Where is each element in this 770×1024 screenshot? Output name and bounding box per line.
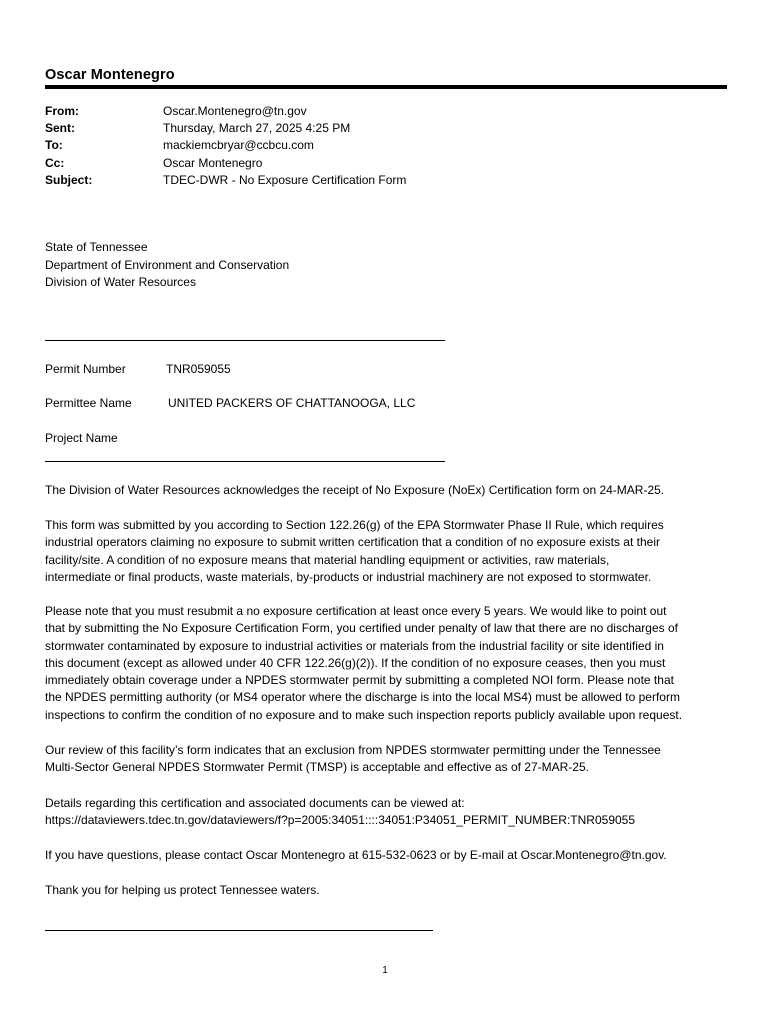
text-line: immediately obtain coverage under a NPDES stormwater permit by submitting a completed NOI form. Please note that: [45, 673, 674, 688]
agency-state: State of Tennessee: [45, 240, 148, 254]
text-line: If you have questions, please contact Oscar Montenegro at 615-532-0623 or by E-mail at Oscar.Montenegro@tn.gov.: [45, 848, 667, 862]
header-from: [45, 103, 685, 120]
text-line: industrial operators claiming no exposure to submit written certification that a condition of no exposure exists at their: [45, 535, 660, 550]
header-label: To:: [45, 138, 63, 153]
project-name-label: Project Name: [45, 431, 118, 445]
details-link[interactable]: https://dataviewers.tdec.tn.gov/dataviewers/f?p=2005:34051::::34051:P34051_PERMIT_NUMBER:TNR059055: [45, 813, 636, 828]
text-line: Multi-Sector General NPDES Stormwater Permit (TMSP) is acceptable and effective as of 27-MAR-25.: [45, 760, 589, 775]
separator-line: [45, 461, 445, 462]
header-label: Cc:: [45, 155, 65, 170]
text-line: facility/site. A condition of no exposure means that material handling equipment or activities, raw materials,: [45, 552, 610, 567]
paragraph-thanks: [45, 882, 730, 899]
agency-department: Department of Environment and Conservation: [45, 257, 290, 272]
from-value: Oscar.Montenegro@tn.gov: [163, 104, 307, 118]
separator-line: [45, 930, 433, 931]
text-line: intermediate or final products, waste materials, by-products or industrial machinery are not exposed to stormwater.: [45, 569, 652, 584]
paragraph-details: [45, 795, 730, 830]
paragraph-review: [45, 742, 730, 777]
sent-value: Thursday, March 27, 2025 4:25 PM: [163, 121, 351, 136]
text-line: Please note that you must resubmit a no exposure certification at least once every 5 years. We would like to point out: [45, 604, 667, 618]
text-line: This form was submitted by you according to Section 122.26(g) of the EPA Stormwater Phase II Rule, which requires: [45, 518, 664, 532]
header-label: From:: [45, 104, 79, 118]
paragraph-contact: [45, 847, 730, 864]
paragraph-section-122: [45, 517, 730, 586]
header-sent: [45, 120, 685, 137]
permittee-name-value: UNITED PACKERS OF CHATTANOOGA, LLC: [168, 396, 416, 410]
text-line: The Division of Water Resources acknowledges the receipt of No Exposure (NoEx) Certification form on 24-MAR-25.: [45, 483, 665, 497]
text-line: that by submitting the No Exposure Certification Form, you certified under penalty of law that there are no discharges of: [45, 621, 678, 636]
header-label: Sent:: [45, 121, 75, 136]
permit-number-label: Permit Number: [45, 362, 126, 376]
agency-division: Division of Water Resources: [45, 275, 196, 289]
to-value: mackiemcbryar@ccbcu.com: [163, 138, 314, 153]
cc-value: Oscar Montenegro: [163, 155, 263, 170]
permit-number-value: TNR059055: [166, 362, 231, 376]
text-line: the NPDES permitting authority (or MS4 operator where the discharge is into the local MS4) must be allowed to perform: [45, 690, 680, 705]
text-line: inspections to confirm the condition of no exposure and to make such inspection reports publicly available upon request.: [45, 707, 683, 722]
text-line: this document (except as allowed under 40 CFR 122.26(g)(2)). If the condition of no exposure ceases, then you must: [45, 655, 666, 670]
paragraph-receipt: [45, 482, 730, 499]
page-title: Oscar Montenegro: [45, 67, 175, 83]
header-subject: [45, 172, 685, 189]
subject-value: TDEC-DWR - No Exposure Certification Form: [163, 172, 407, 187]
text-line: Our review of this facility’s form indicates that an exclusion from NPDES stormwater permitting under the Tennessee: [45, 743, 661, 757]
text-line: stormwater contaminated by exposure to industrial activities or materials from the industrial facility or site identified in: [45, 638, 664, 653]
paragraph-resubmit: [45, 603, 730, 724]
email-printout-page: [45, 0, 730, 1024]
header-label: Subject:: [45, 172, 93, 187]
header-to: [45, 137, 685, 154]
header-cc: [45, 155, 685, 172]
project-name-row: [45, 431, 118, 445]
email-headers: [45, 103, 685, 189]
agency-block: [45, 239, 289, 292]
permittee-name-label: Permittee Name: [45, 396, 132, 410]
text-line: Details regarding this certification and associated documents can be viewed at:: [45, 796, 465, 810]
permit-number-row: [45, 362, 231, 376]
text-line: Thank you for helping us protect Tennessee waters.: [45, 883, 320, 897]
title-divider: [45, 85, 727, 89]
separator-line: [45, 340, 445, 341]
page-number: 1: [382, 965, 388, 976]
permittee-name-row: [45, 396, 416, 410]
